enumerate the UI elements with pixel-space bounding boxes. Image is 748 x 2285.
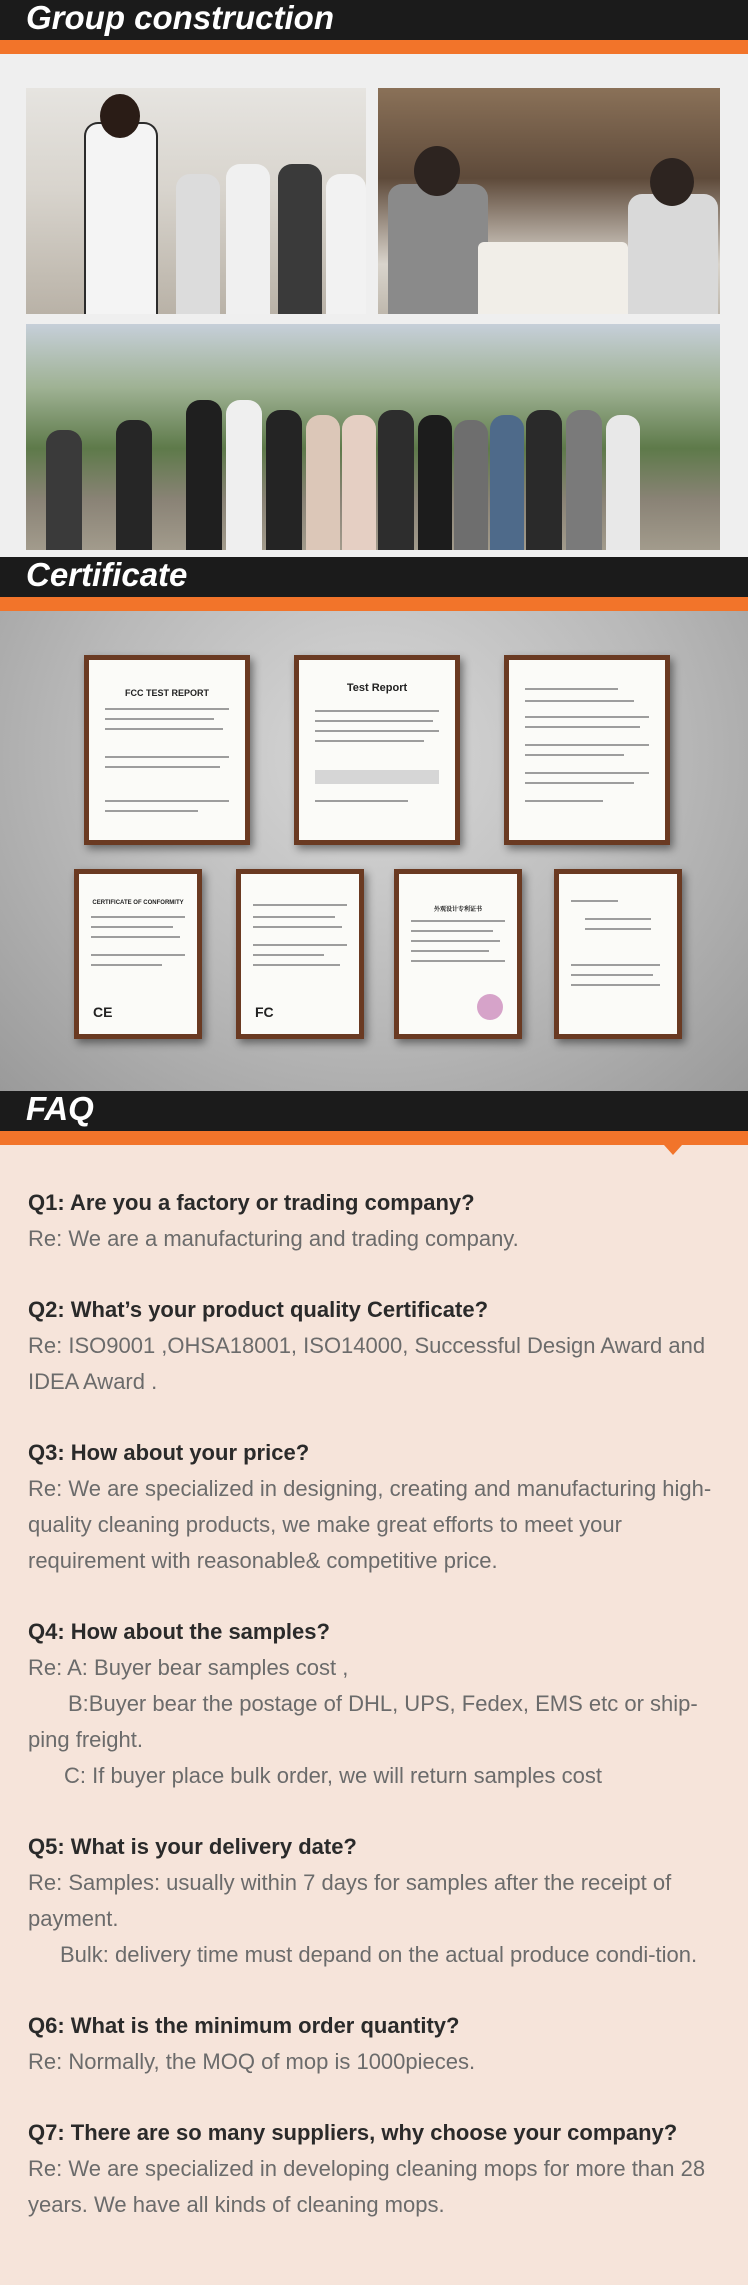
- faq-answer: C: If buyer place bulk order, we will return samples cost: [64, 1763, 603, 1788]
- faq-question: Q7: There are so many suppliers, why choose your company?: [28, 2120, 678, 2145]
- faq-question: Q4: How about the samples?: [28, 1619, 330, 1644]
- faq-item: [28, 2115, 720, 2223]
- faq-question: Q1: Are you a factory or trading company?: [28, 1190, 475, 1215]
- faq-answer: Bulk: delivery time must depand on the actual produce condi-tion.: [60, 1942, 698, 1967]
- faq-answer: Re: ISO9001 ,OHSA18001, ISO14000, Successful Design Award and IDEA Award .: [28, 1333, 706, 1394]
- faq-item: [28, 2008, 720, 2080]
- orange-divider: [0, 40, 748, 54]
- certificate-frame-test-report: [294, 655, 460, 845]
- faq-answer: Re: We are a manufacturing and trading company.: [28, 1226, 519, 1251]
- faq-title: FAQ: [26, 1090, 94, 1127]
- certificate-frame-fc: FC: [236, 869, 364, 1039]
- section-header: [0, 1091, 748, 1131]
- faq-item: [28, 1292, 720, 1400]
- team-photo-office: [26, 88, 366, 314]
- certificate-frame-letter: [504, 655, 670, 845]
- faq-item: [28, 1435, 720, 1579]
- faq-answer: Re: We are specialized in designing, creating and manufacturing high-quality cleaning products, we make great efforts to meet your requirement with reasonable& competitive price.: [28, 1476, 712, 1573]
- faq-answer: B:Buyer bear the postage of DHL, UPS, Fedex, EMS etc or ship-ping freight.: [28, 1691, 698, 1752]
- faq-section: [0, 1091, 748, 2223]
- faq-answer: Re: We are specialized in developing cleaning mops for more than 28 years. We have all kinds of cleaning mops.: [28, 2156, 706, 2217]
- certificate-gallery: [0, 611, 748, 1091]
- faq-list: [0, 1145, 748, 2223]
- certificate-section: [0, 557, 748, 1091]
- certificate-frame-patent: [394, 869, 522, 1039]
- faq-answer: Re: Samples: usually within 7 days for samples after the receipt of payment.: [28, 1870, 672, 1931]
- group-construction-title: Group construction: [26, 0, 334, 36]
- faq-question: Q5: What is your delivery date?: [28, 1834, 357, 1859]
- certificate-frame-iso: [554, 869, 682, 1039]
- faq-question: Q2: What’s your product quality Certificate?: [28, 1297, 489, 1322]
- certificate-heading: 外观设计专利证书: [433, 907, 482, 913]
- faq-item: [28, 1829, 720, 1973]
- faq-question: Q3: How about your price?: [28, 1440, 310, 1465]
- certificate-title: Certificate: [26, 556, 188, 593]
- orange-divider: [0, 597, 748, 611]
- faq-question: Q6: What is the minimum order quantity?: [28, 2013, 460, 2038]
- section-header: [0, 557, 748, 597]
- faq-item: [28, 1185, 720, 1257]
- team-photo-park: [26, 324, 720, 550]
- certificate-heading: Test Report: [346, 682, 408, 694]
- group-construction-section: [0, 0, 748, 557]
- faq-answer: Re: A: Buyer bear samples cost ,: [28, 1655, 349, 1680]
- faq-item: [28, 1614, 720, 1794]
- certificate-heading: FCC TEST REPORT: [124, 688, 209, 698]
- section-header: [0, 0, 748, 40]
- notch-arrow-icon: [664, 1145, 682, 1155]
- faq-answer: Re: Normally, the MOQ of mop is 1000pieces.: [28, 2049, 476, 2074]
- certificate-frame-ce: CERTIFICATE OF CONFORMITY CE: [74, 869, 202, 1039]
- certificate-heading: CERTIFICATE OF CONFORMITY: [92, 900, 184, 906]
- group-photos: [0, 54, 748, 557]
- orange-divider: [0, 1131, 748, 1145]
- team-photo-dinner: [378, 88, 720, 314]
- certificate-frame-fcc: [84, 655, 250, 845]
